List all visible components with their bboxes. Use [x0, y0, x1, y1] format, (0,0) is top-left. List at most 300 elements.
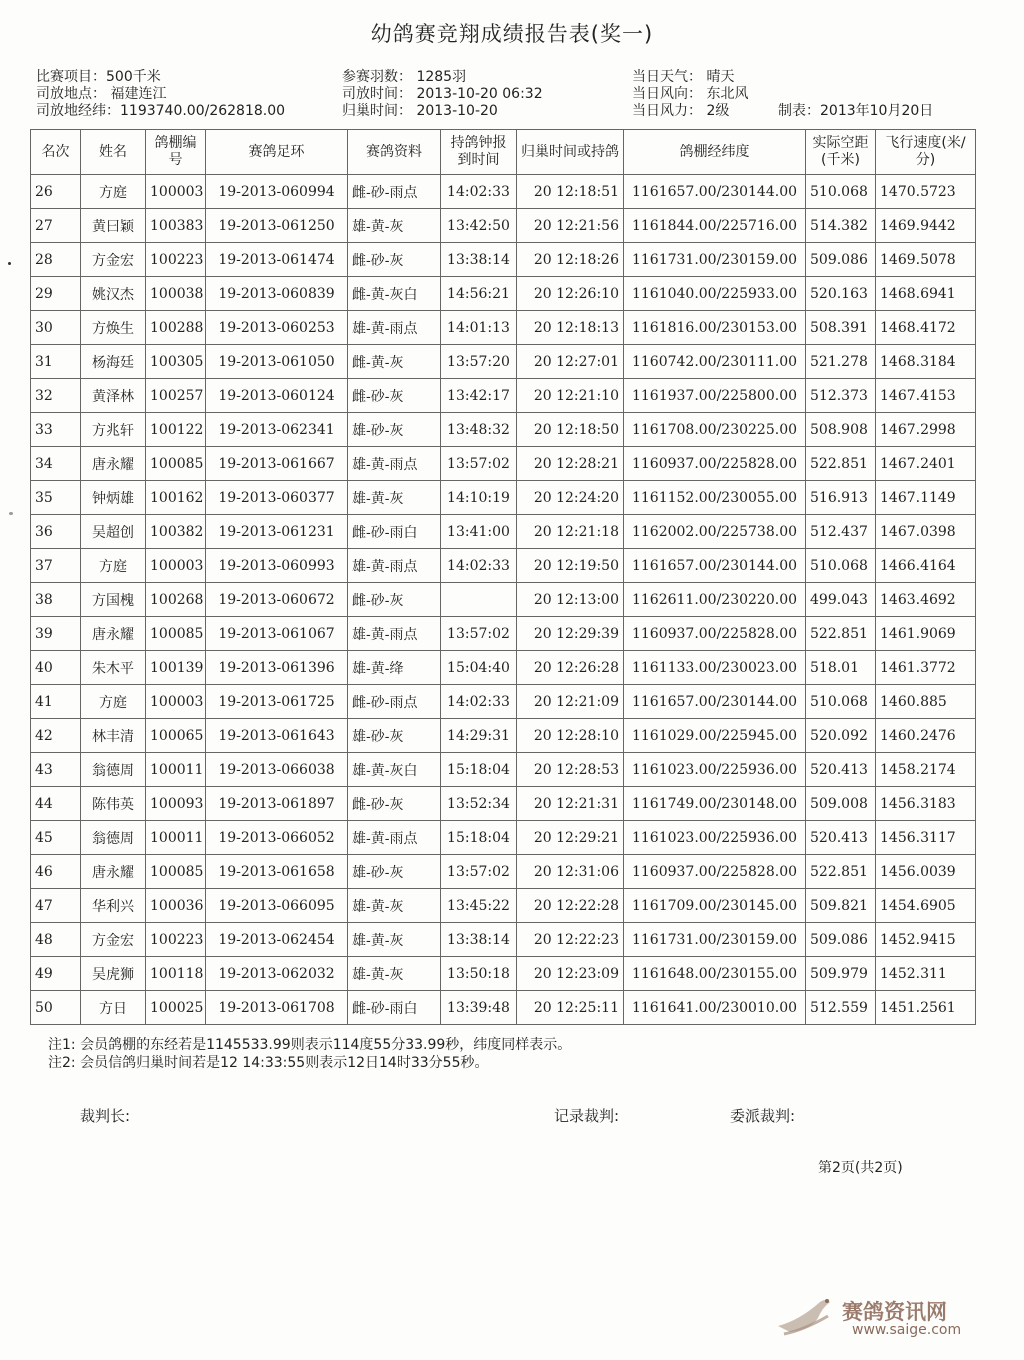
table-cell: 20 12:28:21	[517, 447, 624, 481]
table-cell: 1162002.00/225738.00	[624, 515, 806, 549]
table-cell: 41	[31, 685, 81, 719]
table-row	[31, 923, 976, 957]
table-cell: 20 12:23:09	[517, 957, 624, 991]
table-cell: 雌-砂-雨白	[348, 515, 441, 549]
table-cell: 100011	[146, 821, 206, 855]
table-cell: 27	[31, 209, 81, 243]
scan-speck	[9, 512, 13, 515]
table-cell: 1160937.00/225828.00	[624, 447, 806, 481]
table-cell: 518.01	[806, 651, 876, 685]
table-row	[31, 413, 976, 447]
table-cell: 100025	[146, 991, 206, 1025]
table-cell: 509.979	[806, 957, 876, 991]
info-item: 司放地点： 福建连江	[36, 86, 167, 102]
table-cell: 42	[31, 719, 81, 753]
table-cell: 雄-砂-灰	[348, 855, 441, 889]
table-cell: 48	[31, 923, 81, 957]
table-cell: 520.413	[806, 821, 876, 855]
table-cell: 100065	[146, 719, 206, 753]
table-cell: 36	[31, 515, 81, 549]
table-cell: 1468.4172	[876, 311, 976, 345]
table-cell: 翁德周	[81, 821, 146, 855]
table-cell: 唐永耀	[81, 855, 146, 889]
table-cell: 唐永耀	[81, 447, 146, 481]
table-cell: 姚汉杰	[81, 277, 146, 311]
table-cell: 19-2013-061396	[206, 651, 348, 685]
table-cell: 100382	[146, 515, 206, 549]
table-cell: 20 12:18:51	[517, 175, 624, 209]
table-cell: 13:39:48	[441, 991, 517, 1025]
table-cell: 20 12:21:10	[517, 379, 624, 413]
table-cell: 508.908	[806, 413, 876, 447]
table-cell: 14:10:19	[441, 481, 517, 515]
table-cell: 19-2013-061725	[206, 685, 348, 719]
table-row	[31, 243, 976, 277]
table-cell: 15:18:04	[441, 821, 517, 855]
table-row	[31, 515, 976, 549]
table-cell: 20 12:31:06	[517, 855, 624, 889]
column-header: 赛鸽足环	[206, 130, 348, 175]
table-cell: 521.278	[806, 345, 876, 379]
table-cell: 43	[31, 753, 81, 787]
table-cell: 15:18:04	[441, 753, 517, 787]
table-cell: 32	[31, 379, 81, 413]
table-cell: 1458.2174	[876, 753, 976, 787]
table-cell: 100305	[146, 345, 206, 379]
table-cell: 29	[31, 277, 81, 311]
table-cell: 20 12:21:31	[517, 787, 624, 821]
table-cell: 509.821	[806, 889, 876, 923]
chief-judge-label: 裁判长:	[80, 1107, 131, 1125]
table-cell: 520.163	[806, 277, 876, 311]
table-row	[31, 311, 976, 345]
table-cell: 34	[31, 447, 81, 481]
table-cell: 雌-砂-灰	[348, 787, 441, 821]
table-row	[31, 855, 976, 889]
table-cell: 雄-砂-灰	[348, 413, 441, 447]
table-cell: 510.068	[806, 175, 876, 209]
table-cell: 1456.0039	[876, 855, 976, 889]
table-cell: 方日	[81, 991, 146, 1025]
table-cell: 20 12:18:13	[517, 311, 624, 345]
table-cell: 1460.2476	[876, 719, 976, 753]
table-cell: 雄-黄-绛	[348, 651, 441, 685]
table-row	[31, 345, 976, 379]
table-row	[31, 821, 976, 855]
table-cell: 100036	[146, 889, 206, 923]
table-cell: 522.851	[806, 617, 876, 651]
table-cell: 方焕生	[81, 311, 146, 345]
table-cell: 华利兴	[81, 889, 146, 923]
table-cell: 1161816.00/230153.00	[624, 311, 806, 345]
table-row	[31, 685, 976, 719]
table-cell: 雄-黄-雨点	[348, 617, 441, 651]
table-cell: 14:56:21	[441, 277, 517, 311]
table-cell: 31	[31, 345, 81, 379]
table-cell: 1161749.00/230148.00	[624, 787, 806, 821]
table-cell: 20 12:29:21	[517, 821, 624, 855]
table-cell: 100118	[146, 957, 206, 991]
table-cell: 1161023.00/225936.00	[624, 821, 806, 855]
table-cell: 1468.6941	[876, 277, 976, 311]
table-cell: 唐永耀	[81, 617, 146, 651]
table-cell: 13:52:34	[441, 787, 517, 821]
table-cell: 44	[31, 787, 81, 821]
table-cell: 20 12:19:50	[517, 549, 624, 583]
recorder-judge-label: 记录裁判:	[554, 1107, 620, 1125]
table-cell: 1467.2998	[876, 413, 976, 447]
table-cell: 13:57:02	[441, 447, 517, 481]
table-cell: 20 12:18:26	[517, 243, 624, 277]
table-cell: 1161937.00/225800.00	[624, 379, 806, 413]
table-cell: 20 12:26:10	[517, 277, 624, 311]
table-cell: 方兆轩	[81, 413, 146, 447]
table-cell: 黄泽林	[81, 379, 146, 413]
info-item: 司放时间： 2013-10-20 06:32	[342, 86, 543, 102]
table-cell: 100257	[146, 379, 206, 413]
table-cell: 1466.4164	[876, 549, 976, 583]
table-cell: 雄-黄-雨点	[348, 311, 441, 345]
table-cell: 520.413	[806, 753, 876, 787]
table-cell: 1467.4153	[876, 379, 976, 413]
table-cell: 1470.5723	[876, 175, 976, 209]
table-cell: 1454.6905	[876, 889, 976, 923]
table-cell: 100268	[146, 583, 206, 617]
table-cell: 39	[31, 617, 81, 651]
table-cell: 35	[31, 481, 81, 515]
table-cell: 1160937.00/225828.00	[624, 617, 806, 651]
table-cell: 45	[31, 821, 81, 855]
table-cell: 方庭	[81, 549, 146, 583]
table-cell: 100223	[146, 243, 206, 277]
table-cell: 雌-黄-灰白	[348, 277, 441, 311]
table-cell: 雄-黄-雨点	[348, 549, 441, 583]
table-cell: 1161657.00/230144.00	[624, 549, 806, 583]
table-cell: 100122	[146, 413, 206, 447]
table-cell: 516.913	[806, 481, 876, 515]
table-cell: 1463.4692	[876, 583, 976, 617]
table-cell: 雄-黄-灰	[348, 889, 441, 923]
table-cell: 19-2013-062341	[206, 413, 348, 447]
table-cell: 100093	[146, 787, 206, 821]
table-cell: 雌-砂-雨白	[348, 991, 441, 1025]
table-cell: 雄-砂-灰	[348, 719, 441, 753]
column-header: 赛鸽资料	[348, 130, 441, 175]
table-cell: 100003	[146, 175, 206, 209]
table-cell: 雌-砂-灰	[348, 243, 441, 277]
table-cell: 19-2013-060839	[206, 277, 348, 311]
table-cell: 14:01:13	[441, 311, 517, 345]
column-header: 名次	[31, 130, 81, 175]
info-item: 当日天气： 晴天	[632, 69, 735, 85]
table-cell: 19-2013-061658	[206, 855, 348, 889]
table-cell: 雌-砂-灰	[348, 379, 441, 413]
table-cell: 522.851	[806, 855, 876, 889]
table-cell: 40	[31, 651, 81, 685]
info-item: 参赛羽数： 1285羽	[342, 69, 467, 85]
table-cell: 509.086	[806, 923, 876, 957]
info-item: 归巢时间： 2013-10-20	[342, 103, 498, 119]
table-cell: 20 12:27:01	[517, 345, 624, 379]
info-block-middle	[342, 69, 543, 120]
table-cell: 19-2013-061897	[206, 787, 348, 821]
table-cell: 20 12:25:11	[517, 991, 624, 1025]
table-cell: 100162	[146, 481, 206, 515]
table-cell: 13:38:14	[441, 923, 517, 957]
table-cell: 1161844.00/225716.00	[624, 209, 806, 243]
table-cell: 方金宏	[81, 243, 146, 277]
table-cell: 37	[31, 549, 81, 583]
table-cell: 14:02:33	[441, 685, 517, 719]
notes	[48, 1036, 571, 1072]
table-cell: 20 12:18:50	[517, 413, 624, 447]
table-cell: 15:04:40	[441, 651, 517, 685]
table-cell: 20 12:21:18	[517, 515, 624, 549]
table-row	[31, 991, 976, 1025]
table-cell: 100085	[146, 855, 206, 889]
table-cell: 吴虎狮	[81, 957, 146, 991]
table-cell: 1467.1149	[876, 481, 976, 515]
table-cell: 510.068	[806, 685, 876, 719]
table-cell: 510.068	[806, 549, 876, 583]
table-cell: 100011	[146, 753, 206, 787]
made-date: 制表：2013年10月20日	[778, 103, 934, 119]
table-cell: 雌-黄-灰	[348, 345, 441, 379]
table-cell: 20 12:29:39	[517, 617, 624, 651]
table-cell: 13:42:50	[441, 209, 517, 243]
watermark-url: www.saige.com	[852, 1322, 962, 1338]
table-cell: 19-2013-061643	[206, 719, 348, 753]
table-cell: 1456.3117	[876, 821, 976, 855]
header-row	[31, 130, 976, 175]
table-cell: 13:45:22	[441, 889, 517, 923]
table-cell: 14:29:31	[441, 719, 517, 753]
table-cell: 1160937.00/225828.00	[624, 855, 806, 889]
table-cell: 100038	[146, 277, 206, 311]
table-cell: 1461.9069	[876, 617, 976, 651]
table-cell: 19-2013-062032	[206, 957, 348, 991]
table-cell: 19-2013-060672	[206, 583, 348, 617]
table-cell: 30	[31, 311, 81, 345]
table-cell: 1161040.00/225933.00	[624, 277, 806, 311]
table-cell: 翁德周	[81, 753, 146, 787]
table-row	[31, 719, 976, 753]
table-cell: 20 12:22:28	[517, 889, 624, 923]
table-cell: 方庭	[81, 685, 146, 719]
table-cell: 雌-砂-雨点	[348, 685, 441, 719]
table-row	[31, 957, 976, 991]
table-cell: 19-2013-060993	[206, 549, 348, 583]
table-cell: 雄-黄-灰	[348, 923, 441, 957]
table-cell: 100085	[146, 447, 206, 481]
table-cell: 雄-黄-灰	[348, 209, 441, 243]
table-cell: 100003	[146, 685, 206, 719]
table-cell: 50	[31, 991, 81, 1025]
table-cell: 20 12:22:23	[517, 923, 624, 957]
table-cell: 1468.3184	[876, 345, 976, 379]
table-cell: 19-2013-060253	[206, 311, 348, 345]
table-cell: 1469.5078	[876, 243, 976, 277]
watermark-site-name: 赛鸽资讯网	[842, 1300, 947, 1324]
table-cell: 14:02:33	[441, 175, 517, 209]
table-cell: 1460.885	[876, 685, 976, 719]
info-item: 当日风向： 东北风	[632, 86, 749, 102]
table-cell: 19-2013-061250	[206, 209, 348, 243]
table-cell: 20 12:28:53	[517, 753, 624, 787]
table-cell: 1160742.00/230111.00	[624, 345, 806, 379]
table-cell: 朱木平	[81, 651, 146, 685]
table-row	[31, 549, 976, 583]
table-cell: 19-2013-061231	[206, 515, 348, 549]
table-cell: 1467.0398	[876, 515, 976, 549]
table-cell: 100288	[146, 311, 206, 345]
table-cell: 20 12:21:09	[517, 685, 624, 719]
table-cell: 20 12:28:10	[517, 719, 624, 753]
table-cell	[441, 583, 517, 617]
table-cell: 1161133.00/230023.00	[624, 651, 806, 685]
table-row	[31, 889, 976, 923]
column-header: 姓名	[81, 130, 146, 175]
table-cell: 19-2013-066095	[206, 889, 348, 923]
column-header: 鸽棚编号	[146, 130, 206, 175]
table-cell: 19-2013-061708	[206, 991, 348, 1025]
scan-speck	[8, 262, 11, 265]
table-cell: 1161657.00/230144.00	[624, 685, 806, 719]
table-cell: 雄-黄-雨点	[348, 447, 441, 481]
table-row	[31, 209, 976, 243]
table-cell: 1161731.00/230159.00	[624, 923, 806, 957]
table-cell: 雄-黄-灰	[348, 957, 441, 991]
table-row	[31, 651, 976, 685]
table-cell: 雌-砂-雨点	[348, 175, 441, 209]
table-cell: 1451.2561	[876, 991, 976, 1025]
table-cell: 100383	[146, 209, 206, 243]
table-cell: 47	[31, 889, 81, 923]
table-cell: 1161152.00/230055.00	[624, 481, 806, 515]
results-table	[30, 129, 976, 1025]
table-cell: 方金宏	[81, 923, 146, 957]
table-cell: 1161023.00/225936.00	[624, 753, 806, 787]
table-cell: 13:41:00	[441, 515, 517, 549]
column-header: 鸽棚经纬度	[624, 130, 806, 175]
table-cell: 黄曰颖	[81, 209, 146, 243]
table-cell: 1162611.00/230220.00	[624, 583, 806, 617]
delegate-judge-label: 委派裁判:	[730, 1107, 796, 1125]
table-cell: 33	[31, 413, 81, 447]
table-cell: 13:57:02	[441, 855, 517, 889]
table-cell: 19-2013-061067	[206, 617, 348, 651]
table-cell: 19-2013-066038	[206, 753, 348, 787]
table-cell: 钟炳雄	[81, 481, 146, 515]
results-body	[31, 175, 976, 1025]
table-row	[31, 447, 976, 481]
table-cell: 100223	[146, 923, 206, 957]
table-cell: 49	[31, 957, 81, 991]
table-cell: 雌-砂-灰	[348, 583, 441, 617]
table-cell: 100139	[146, 651, 206, 685]
column-header: 持鸽钟报到时间	[441, 130, 517, 175]
table-cell: 1161708.00/230225.00	[624, 413, 806, 447]
table-cell: 13:57:02	[441, 617, 517, 651]
table-cell: 雄-黄-灰	[348, 481, 441, 515]
table-cell: 1461.3772	[876, 651, 976, 685]
table-cell: 方国槐	[81, 583, 146, 617]
table-cell: 499.043	[806, 583, 876, 617]
table-row	[31, 617, 976, 651]
table-cell: 1467.2401	[876, 447, 976, 481]
table-cell: 28	[31, 243, 81, 277]
table-cell: 509.008	[806, 787, 876, 821]
table-cell: 512.437	[806, 515, 876, 549]
table-cell: 13:48:32	[441, 413, 517, 447]
table-cell: 20 12:21:56	[517, 209, 624, 243]
table-cell: 20 12:24:20	[517, 481, 624, 515]
table-row	[31, 379, 976, 413]
table-cell: 522.851	[806, 447, 876, 481]
pigeon-logo-icon	[770, 1290, 840, 1340]
table-cell: 38	[31, 583, 81, 617]
table-cell: 514.382	[806, 209, 876, 243]
table-cell: 方庭	[81, 175, 146, 209]
table-cell: 46	[31, 855, 81, 889]
table-cell: 508.391	[806, 311, 876, 345]
table-row	[31, 481, 976, 515]
page-number: 第2页(共2页)	[818, 1160, 903, 1176]
column-header: 实际空距(千米)	[806, 130, 876, 175]
table-cell: 1161029.00/225945.00	[624, 719, 806, 753]
table-cell: 19-2013-061667	[206, 447, 348, 481]
table-cell: 杨海廷	[81, 345, 146, 379]
table-row	[31, 787, 976, 821]
column-header: 归巢时间或持鸽	[517, 130, 624, 175]
table-cell: 19-2013-062454	[206, 923, 348, 957]
note: 注2: 会员信鸽归巢时间若是12 14:33:55则表示12日14时33分55秒。	[48, 1055, 489, 1071]
table-cell: 1456.3183	[876, 787, 976, 821]
table-cell: 509.086	[806, 243, 876, 277]
table-cell: 19-2013-060377	[206, 481, 348, 515]
table-cell: 雄-黄-雨点	[348, 821, 441, 855]
table-row	[31, 583, 976, 617]
table-cell: 1161731.00/230159.00	[624, 243, 806, 277]
watermark	[770, 1290, 1000, 1345]
table-cell: 1469.9442	[876, 209, 976, 243]
table-row	[31, 277, 976, 311]
info-block-right	[632, 69, 748, 120]
table-cell: 1452.311	[876, 957, 976, 991]
table-cell: 19-2013-061474	[206, 243, 348, 277]
table-cell: 520.092	[806, 719, 876, 753]
table-cell: 13:57:20	[441, 345, 517, 379]
table-row	[31, 753, 976, 787]
table-cell: 26	[31, 175, 81, 209]
table-cell: 13:42:17	[441, 379, 517, 413]
table-cell: 512.373	[806, 379, 876, 413]
table-cell: 20 12:26:28	[517, 651, 624, 685]
note: 注1: 会员鸽棚的东经若是1145533.99则表示114度55分33.99秒，纬度同样表示。	[48, 1037, 572, 1053]
info-block-left	[36, 69, 285, 120]
table-cell: 20 12:13:00	[517, 583, 624, 617]
table-cell: 雄-黄-灰白	[348, 753, 441, 787]
table-cell: 1161648.00/230155.00	[624, 957, 806, 991]
table-cell: 13:38:14	[441, 243, 517, 277]
table-cell: 100003	[146, 549, 206, 583]
table-cell: 19-2013-060124	[206, 379, 348, 413]
table-row	[31, 175, 976, 209]
table-cell: 100085	[146, 617, 206, 651]
info-item: 比赛项目：500千米	[36, 69, 161, 85]
table-cell: 19-2013-061050	[206, 345, 348, 379]
report-title: 幼鸽赛竞翔成绩报告表(奖一)	[370, 22, 654, 46]
